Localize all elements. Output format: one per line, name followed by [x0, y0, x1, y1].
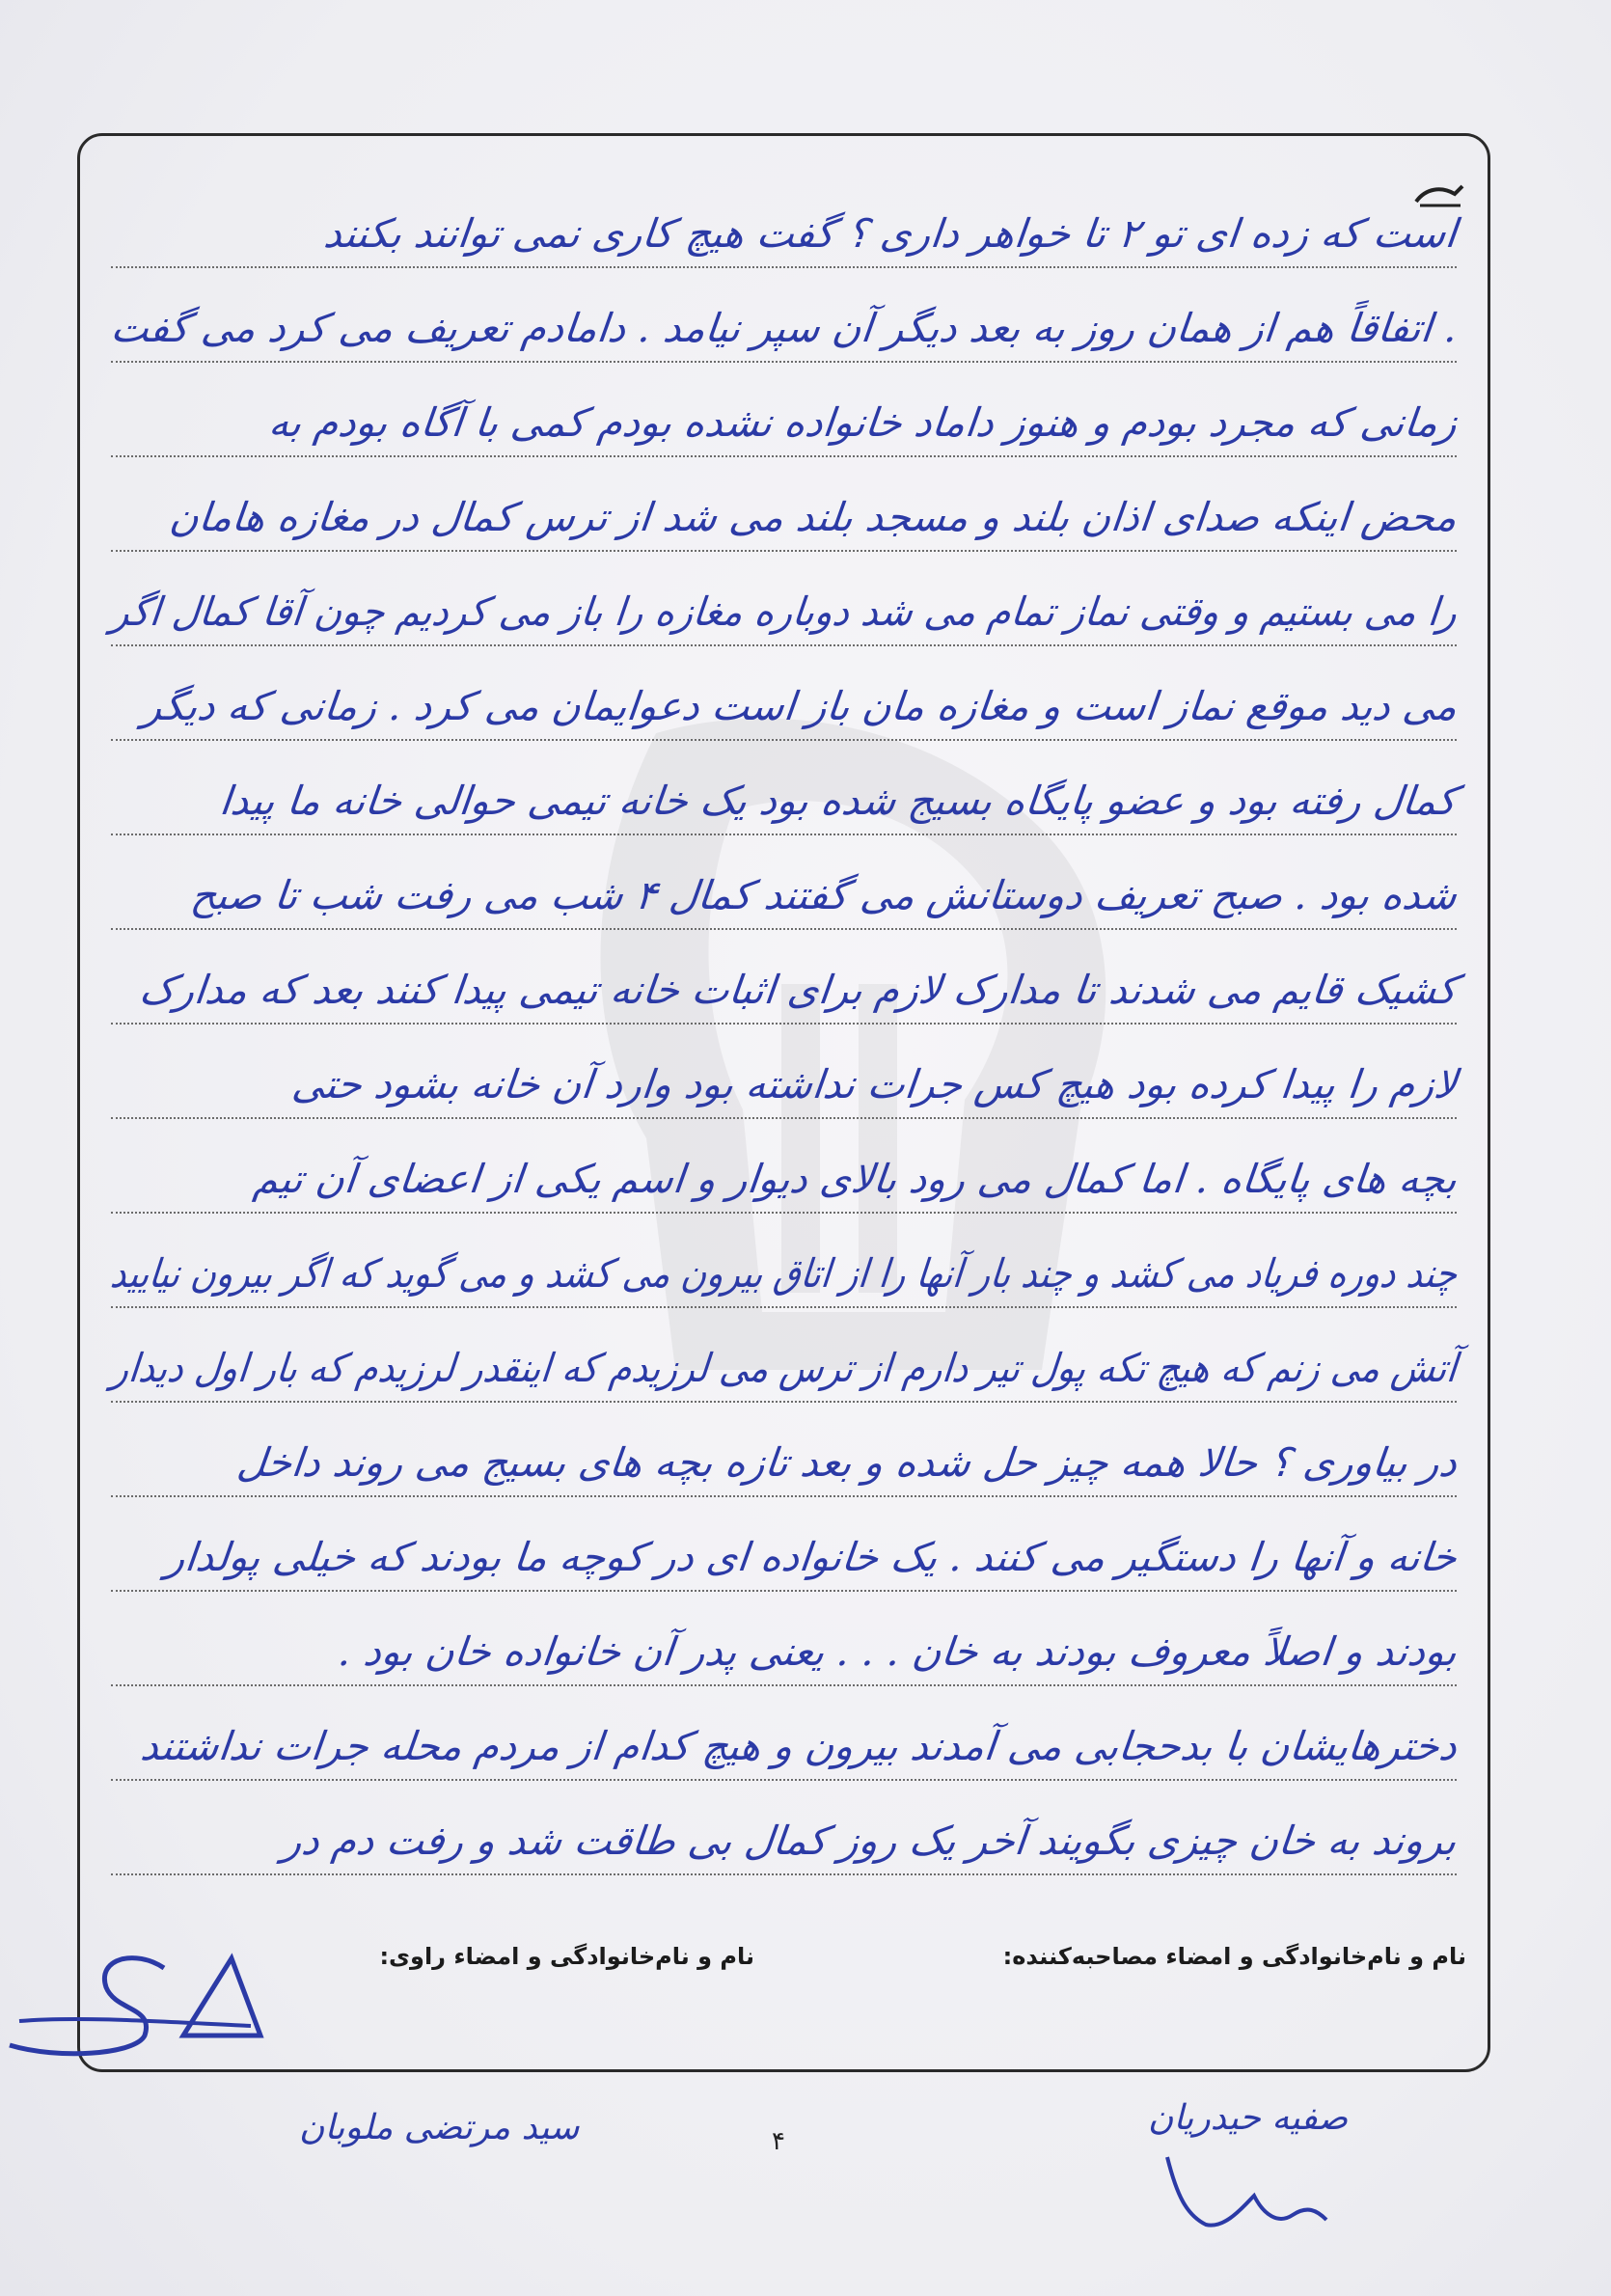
handwritten-line-text: بچه های پایگاه . اما کمال می رود بالای دیوار و اسم یکی از اعضای آن تیم [251, 1156, 1460, 1202]
narrator-label: نام و نام‌خانوادگی و امضاء راوی: [379, 1943, 754, 1970]
handwritten-line [111, 851, 1460, 930]
handwritten-line [108, 284, 1460, 363]
handwritten-line [108, 1229, 1460, 1308]
handwritten-line [111, 378, 1460, 457]
handwritten-line [111, 662, 1460, 741]
handwritten-line-text: . اتفاقاً هم از همان روز به بعد دیگر آن سپر نیامد . دامادم تعریف می کرد می گفت [108, 305, 1460, 351]
handwritten-line-text: خانه و آنها را دستگیر می کنند . یک خانواده ای در کوچه ما بودند که خیلی پولدار [163, 1534, 1460, 1580]
handwritten-line [111, 1702, 1460, 1781]
handwritten-line-text: لازم را پیدا کرده بود هیچ کس جرات نداشته بود وارد آن خانه بشود حتی [289, 1061, 1460, 1107]
interviewer-label: نام و نام‌خانوادگی و امضاء مصاحبه‌کننده: [1002, 1943, 1466, 1970]
handwritten-line [111, 1796, 1460, 1875]
handwritten-line [111, 1040, 1460, 1119]
handwritten-line-text: در بیاوری ؟ حالا همه چیز حل شده و بعد تازه بچه های بسیج می روند داخل [234, 1439, 1460, 1486]
signature-labels-row [80, 1935, 1488, 1993]
interviewer-signature-name: صفیه حیدریان [1148, 2098, 1349, 2138]
handwritten-line-text: را می بستیم و وقتی نماز تمام می شد دوباره مغازه را باز می کردیم چون آقا کمال اگر [108, 588, 1460, 635]
handwritten-line [111, 756, 1460, 835]
narrator-printed-signature [299, 2108, 579, 2147]
handwritten-text-area [80, 136, 1488, 1921]
handwritten-line [111, 189, 1460, 268]
page-number: ۴ [772, 2127, 785, 2156]
narrator-signature-name: سید مرتضی ملوبان [299, 2108, 580, 2147]
handwritten-line-text: زمانی که مجرد بودم و هنوز داماد خانواده نشده بودم کمی با آگاه بودم به [266, 399, 1460, 446]
handwritten-line-text: کشیک قایم می شدند تا مدارک لازم برای اثبات خانه تیمی پیدا کنند بعد که مدارک [137, 967, 1460, 1013]
handwritten-line [111, 1513, 1460, 1592]
handwritten-line-text: بروند به خان چیزی بگویند آخر یک روز کمال بی طاقت شد و رفت دم در [280, 1818, 1460, 1864]
handwritten-line [111, 1134, 1460, 1214]
bordered-frame [77, 133, 1490, 2072]
handwritten-line-text: چند دوره فریاد می کشد و چند بار آنها را از اتاق بیرون می کشد و می گوید که اگر بیرون نیایید [108, 1250, 1460, 1297]
handwritten-line-text: بودند و اصلاً معروف بودند به خان . . . یعنی پدر آن خانواده خان بود . [336, 1628, 1460, 1675]
handwritten-line [111, 1418, 1460, 1497]
interviewer-signature [1148, 2098, 1348, 2248]
handwritten-line [111, 1607, 1460, 1686]
handwritten-line-text: می دید موقع نماز است و مغازه مان باز است دعوایمان می کرد . زمانی که دیگر [140, 683, 1460, 729]
handwritten-line [109, 1324, 1460, 1403]
handwritten-line-text: کمال رفته بود و عضو پایگاه بسیج شده بود یک خانه تیمی حوالی خانه ما پیدا [217, 778, 1460, 824]
handwritten-line-text: است که زده ای تو ۲ تا خواهر داری ؟ گفت هیچ کاری نمی توانند بکنند [321, 210, 1460, 257]
handwritten-line-text: دخترهایشان با بدحجابی می آمدند بیرون و هیچ کدام از مردم محله جرات نداشتند [138, 1723, 1460, 1769]
handwritten-line [108, 567, 1460, 646]
narrator-signature-scribble-icon [0, 1929, 289, 2074]
handwritten-line-text: آتش می زنم که هیچ تکه پول تیر دارم از ترس می لرزیدم که اینقدر لرزیدم که بار اول دیدار [109, 1345, 1460, 1391]
handwritten-line-text: محض اینکه صدای اذان بلند و مسجد بلند می شد از ترس کمال در مغازه هامان [167, 494, 1460, 540]
interviewer-signature-scribble-icon [1148, 2138, 1341, 2244]
handwritten-line [111, 473, 1460, 552]
handwritten-line [111, 945, 1460, 1025]
handwritten-line-text: شده بود . صبح تعریف دوستانش می گفتند کمال ۴ شب می رفت شب تا صبح [188, 872, 1460, 918]
narrator-signature [0, 1929, 289, 2078]
